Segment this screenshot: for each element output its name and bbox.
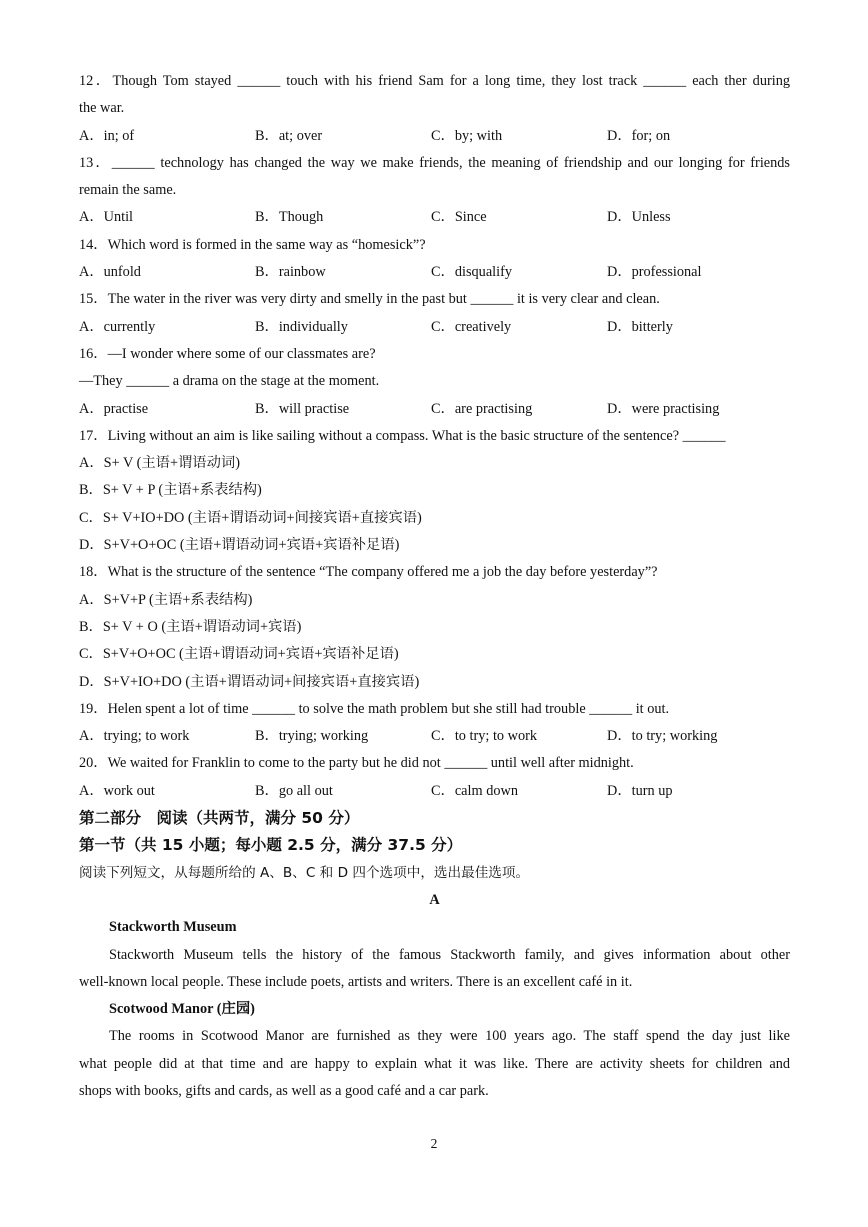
option-a: A．in; of	[79, 127, 135, 144]
option-d: D．were practising	[607, 400, 720, 417]
part-two-heading: 第二部分 阅读（共两节，满分 50 分）	[79, 809, 360, 828]
question-14-text: 14．Which word is formed in the same way as “homesick”?	[79, 236, 426, 253]
option-b: B．trying; working	[255, 728, 369, 745]
question-15-text: 15．The water in the river was very dirty and smelly in the past but ______ it is very clear and clean.	[79, 291, 660, 308]
option-c: C．creatively	[431, 318, 512, 335]
question-15-options	[79, 314, 790, 341]
question-14-options	[79, 259, 790, 286]
option-d: D．turn up	[607, 782, 673, 799]
option-c: C．are practising	[431, 400, 533, 417]
option-c: C．by; with	[431, 127, 503, 144]
place-description-line: shops with books, gifts and cards, as well as a good café and a car park.	[79, 1082, 489, 1099]
question-17-text: 17．Living without an aim is like sailing without a compass. What is the basic structure of the sentence? ______	[79, 427, 726, 444]
option-a: A．currently	[79, 318, 156, 335]
reading-instruction: 阅读下列短文，从每题所给的 A、B、C 和 D 四个选项中，选出最佳选项。	[79, 864, 530, 881]
question-20-options	[79, 778, 790, 805]
question-16-text-cont: —They ______ a drama on the stage at the moment.	[79, 373, 380, 390]
exam-page	[79, 68, 790, 1105]
option-a: A．trying; to work	[79, 728, 190, 745]
question-12-options	[79, 123, 790, 150]
option-a: A．unfold	[79, 264, 141, 281]
option-a: A．practise	[79, 400, 149, 417]
question-13-options	[79, 204, 790, 231]
option-c: C．calm down	[431, 782, 518, 799]
option-c: C．disqualify	[431, 264, 513, 281]
place-description-line: well-known local people. These include poets, artists and writers. There is an excellent café in it.	[79, 973, 633, 990]
option-c: C．Since	[431, 209, 487, 226]
option-a: A．S+ V (主语+谓语动词)	[79, 455, 240, 472]
option-a: A．Until	[79, 209, 134, 226]
place-description-line: The rooms in Scotwood Manor are furnished as they were 100 years ago. The staff spend the day just like	[109, 1028, 790, 1045]
question-16-text: 16．—I wonder where some of our classmates are?	[79, 345, 376, 362]
question-19-options	[79, 723, 790, 750]
option-b: B．individually	[255, 318, 348, 335]
option-a: A．work out	[79, 782, 155, 799]
option-d: D．bitterly	[607, 318, 673, 335]
question-12-text: 12．Though Tom stayed ______ touch with his friend Sam for a long time, they lost track ______ each ther during	[79, 73, 790, 89]
option-b: B．Though	[255, 209, 324, 226]
place-title: Stackworth Museum	[109, 919, 237, 936]
passage-label: A	[429, 891, 440, 908]
place-description-line: what people did at that time and are happy to explain what it was like. There are activity sheets for children and	[79, 1055, 790, 1072]
option-d: D．S+V+IO+DO (主语+谓语动词+间接宾语+直接宾语)	[79, 673, 420, 690]
question-12-text-cont: the war.	[79, 100, 125, 117]
option-b: B．rainbow	[255, 264, 326, 281]
option-c: C．S+V+O+OC (主语+谓语动词+宾语+宾语补足语)	[79, 646, 399, 663]
question-13-text: 13．______ technology has changed the way we make friends, the meaning of friendship and our longing for friends	[79, 154, 790, 171]
option-c: C．to try; to work	[431, 728, 538, 745]
option-c: C．S+ V+IO+DO (主语+谓语动词+间接宾语+直接宾语)	[79, 509, 422, 526]
question-18-text: 18．What is the structure of the sentence “The company offered me a job the day before yesterday”?	[79, 564, 658, 581]
question-16-options	[79, 396, 790, 423]
option-d: D．Unless	[607, 209, 671, 226]
option-b: B．will practise	[255, 400, 350, 417]
option-d: D．for; on	[607, 127, 671, 144]
section-one-heading: 第一节（共 15 小题；每小题 2.5 分，满分 37.5 分）	[79, 836, 463, 855]
question-13-text-cont: remain the same.	[79, 182, 177, 199]
option-d: D．S+V+O+OC (主语+谓语动词+宾语+宾语补足语)	[79, 537, 400, 554]
option-b: B．go all out	[255, 782, 333, 799]
option-d: D．professional	[607, 264, 702, 281]
place-description-line: Stackworth Museum tells the history of the famous Stackworth family, and gives information about other	[109, 946, 790, 963]
option-b: B．S+ V + O (主语+谓语动词+宾语)	[79, 618, 302, 635]
page-number: 2	[430, 1136, 438, 1151]
option-d: D．to try; working	[607, 728, 718, 745]
option-a: A．S+V+P (主语+系表结构)	[79, 591, 253, 608]
question-19-text: 19．Helen spent a lot of time ______ to solve the math problem but she still had trouble ______ it out.	[79, 700, 670, 717]
option-b: B．S+ V + P (主语+系表结构)	[79, 482, 262, 499]
place-title: Scotwood Manor (庄园)	[109, 1001, 255, 1018]
option-b: B．at; over	[255, 127, 323, 144]
question-20-text: 20．We waited for Franklin to come to the party but he did not ______ until well after midnight.	[79, 755, 634, 772]
